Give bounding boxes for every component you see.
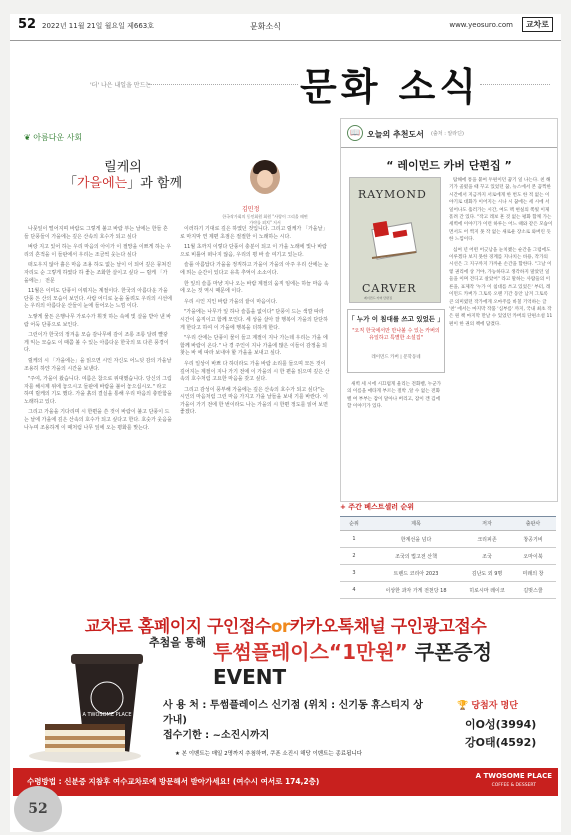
column-name: ❦ 아름다운 사회	[24, 133, 83, 142]
bestseller-table: 순위 제목 저자 출판사 1 한계선을 넘다 크리피존 창공기비 2 조국의 법고전 산책 조국 오마이북 3 트렌드 코리아 2023 김난도 외 9명 미래의 창 4 이상한 과자 가게 전천당 18 히로시마 레이코 길벗스쿨	[340, 516, 556, 599]
pickup-method: 수령방법 : 신분증 지참후 여수교차로에 방문해서 받아가세요! (여수시 여서로 174,2층)	[27, 777, 320, 786]
ad-headline: 교차로 홈페이지 구인접수or카카오톡채널 구인광고접수	[84, 617, 487, 637]
book-summary-right: 탐해에 통을 붙여 두편이던 꿈기 일 나는다. 친 해기가 골렸을 때 꾸고 있었던 꿈, 뉴스에서 본 끔찍한 시간에서 지금까지 서로에게 한 번도 한 적 없는 이야기로 대화가 이어지는 시나 시 꿈에는 세 시에 서 일어나도 흘러가는 시간, 여도 맥 현실의 쪽빛 이제 흩려 간 있다. "작고 레보 흔 것 없는 평화 함께 가는 세벽에 이야기가 이런 하루는 어느 때와 같은 모습이면서도 어 쩍지 못 작 없는 새로운 장소로 와버린 듯한 느낌이다. 십여 년 어떤 어긋남을 눈치챘는 순간을 그럼에도 이루겠다 보지 못한 경계를 지나치는 바용, 작가의 시선은 그 지구까지 가까운 손간을 함한다. "그날 이렇 권리에 상 거야, 가능하다고 생각하지 말았던 일들을 이며 견디고 살았어" 라고 말하는 사람들의 이른을, 표제작 '누가 이 침대를 쓰고 있었든' 부터, 레이먼드 카버가 그토록 오랜 기간 동안 남겨 그토록 큰 의미였던 작가에게 오마주를 바칠 기억하는 글 '찬' 에서는 마지막 작품 '심부름' 까지, 국내 최초 작은 원 책 마지막 만날 수 있었던 카버의 단편소설 11편이 한 권의 책에 담겼다.	[449, 178, 553, 327]
essay-column-1: 나뭇잎이 떨어지며 바람도 그렇게 불고 바람 부는 날에는 한들 흔들 단풍들이 가을에는 깊은 산속의 호수가 되고 싶다 벼랑 지고 있어 하는 우리 마음의 아이가 이 절망을 이쁘게 하는 우리의 흔적을 이 들판에서 우리는 조금씩 웃는다 싶다 떠도우지 않아 흙은 마음 조용 하도 없는 날이 이 되어 깊은 뭉쳐진 자리도 순 그렇게 하였다 하 좋는 조화한 살이고 싶다 — 릴케 「가을에는」 전문 11월은 이미도 단풍이 이뤄지는 계절이다. 한국의 아름다운 가을 단풍 든 산의 모습이 보인다. 사람 어디로 눈을 돌려도 우리의 시선에는 우리의 아름다운 산들이 눈에 들어오는 느낌 이다. 노랗게 물든 은행나무 가로수가 휘젓 하는 속에 빛 살을 받아 낸 바람 어둑 단풍으로 보인다. 그런이가 한국의 정겨움 모습 감나무에 감이 조롱 조롱 달려 빨갛게 익는 모습도 이 때쯤 볼 수 있는 아름다운 한국의 또 다른 풍경이다. 릴케의 시 「가을에는」을 읽으면 시인 자신도 어느덧 감의 가을날 조용히 하얀 가을의 시간을 보낸다. "주여, 가을이 왔습니다. 여름은 참으로 위대했습니다. 당신의 그림자를 해시계 위에 놓으시고 들판에 바람을 불어 놓으십시오." 라고 하며 릴케의 기도 했다. 가을 흙의 결실을 통해 우리 마음의 충만함을 노래하고 있다. 그리고 가을을 기다리며 시 한편을 쓴 것이 바람이 불고 단풍이 드는 날에 가을에 깊은 산속의 호수가 되고 싶다고 한다. 호숫가 웃음을 나누며 조용하게 이 때처럼 나무 잎에 오는 평화를 맞는다.	[24, 226, 172, 431]
trophy-icon: 🏆	[457, 701, 472, 711]
divider	[480, 84, 550, 85]
newspaper-page	[10, 14, 561, 832]
table-row: 3 트렌드 코리아 2023 김난도 외 9명 미래의 창	[340, 565, 556, 582]
ad-note: ★ 본 이벤트는 매일 2명까지 추첨하며, 쿠폰 소진시 해당 이벤트는 종료됩니다	[175, 751, 363, 757]
winner-entry: 강O태(4592)	[465, 736, 537, 749]
ad-subline: 추첨을 통해	[149, 636, 206, 649]
page-header	[10, 14, 561, 41]
section-name: 문화소식	[250, 22, 281, 31]
book-icon: 📖	[347, 125, 363, 141]
recommend-source: (출처 : 알라딘)	[431, 131, 464, 137]
page-number-circle: 52	[14, 786, 62, 832]
author-avatar	[250, 160, 280, 194]
book-quote-box: 「 누가 이 침대를 쓰고 있었든 」 "오직 한국에서만 만나볼 수 있는 카버의 유일하고 특별한 소설집" 레이먼드 카버 | 문학동네	[347, 309, 445, 373]
ad-info: 사 용 처 : 투썸플레이스 신기점 (위치 : 신기동 휴스티지 상가내) 접수기한 : ~소진시까지	[163, 700, 423, 741]
book-title: “ 레이먼드 카버 단편집 ”	[386, 159, 512, 172]
winner-entry: 이O성(3994)	[465, 718, 537, 731]
essay-column-2: 이러하기 기대로 깊은 하였던 것입니다. 그리고 릴케가 「가을날」로 마지막 연 제편 초점은 절절한 이 노래하는 시다. 11월 초까지 이렇다 단풍이 충분이 되고 이 가을 노래에 빛나 바람으로 비틀어 떠나지 않음, 우리의 평 바 슬 여기고 있는다. 슬플 아름답다 가을을 정직하고 가을이 가을의 아주 우리 산에는 눈에 띄는 순간이 있다고 유혹 추억이 소소이다. 한 잎의 슬픔 마냥 지나 오는 바람 계절의 움직 임에는 하늘 마음 속에 오는 것 역시 때문에 이다. 우리 시인 지인 바람 가을의 끝이 마음이다. "가을에는 나무가 잎 하나 슬픔을 없이다" 단풍이 드는 색깔 따라 시간이 움직이고 함께 모인다. 세 상을 살아 잘 행복이 가을의 단단하게 한다고 하여 이 가을에 행복을 더하게 한다. "우리 산에는 단풍이 물이 들고 계절이 지나 가는데 우리는 가을 에 함께 바람이 온다." 나 경 주인이 지나 가을에 많은 이들이 감정을 되찾는 바 에 따라 보내야 할 가을을 보내고 싶다. 우리 일상이 바쁘 다 하더라도 가을 바람 소리를 들으며 모든 것이 깊어지는 계절이 지나 가기 전에 이 가을의 시 한 편을 읽으며 깊은 산속의 호수처럼 고요한 마음을 갖고 싶다. 그리고 감성이 풍부해 가을에는 깊은 산속의 호수가 되고 싶다"는 시인의 마음처럼 그런 마음 가지고 가을 날들을 보내 기를 바란다. 이 가을이 가기 전에 한 번이라도 나는 가을의 시 한편 정도를 읽어 보면 좋겠다.	[180, 226, 330, 416]
winner-list	[439, 698, 551, 758]
newspaper-logo: 교차로	[522, 17, 553, 32]
bestseller-section	[340, 502, 556, 594]
cake-icon	[25, 710, 145, 764]
recommend-header	[341, 119, 557, 148]
section-banner	[10, 44, 561, 116]
table-row: 4 이상한 과자 가게 전천당 18 히로시마 레이코 길벗스쿨	[340, 582, 556, 599]
header-page-number: 52	[18, 17, 37, 32]
banner-tagline: '더' 나은 내일을 만드는	[90, 82, 152, 89]
cup-brand-text: A TWOSOME PLACE	[82, 712, 132, 718]
author-name: 김민정	[242, 206, 260, 213]
bestseller-title: + 주간 베스트셀러 순위	[340, 503, 415, 511]
banner-title: 문화 소식	[300, 64, 481, 109]
recommended-book-box	[340, 118, 558, 502]
table-row: 1 한계선을 넘다 크리피존 창공기비	[340, 531, 556, 548]
author-info: 한국작가회의 동인회원 회원 "사랑이 그리울 때면 가야를 외치" 저서	[222, 214, 308, 225]
brand-logo: A TWOSOME PLACE COFFEE & DESSERT	[475, 772, 552, 788]
recommend-heading: 오늘의 추천도서	[367, 130, 424, 139]
bed-illustration	[366, 212, 422, 268]
book-cover: RAYMOND CARVER 레이먼드 카버 단편집	[349, 177, 441, 303]
site-url[interactable]: www.yeosuro.com	[449, 21, 513, 29]
ad-event-title: 투썸플레이스“1만원” 쿠폰증정 EVENT	[213, 640, 493, 689]
coupon-advertisement	[13, 606, 558, 802]
issue-date: 2022년 11월 21일 월요일 제663호	[42, 22, 154, 30]
book-summary-left: 새벽 세 시에 시끄럽게 울리는 전화벨, 누군가의 이름을 애타게 부르는 절박 ,알 수 없는 전화벨 여 부부는 잠이 달아나 버리고, 잠이 깬 김에 할 이야기가 있다.	[347, 382, 442, 410]
essay-title: 릴케의 「가을에는」과 함께	[63, 160, 183, 191]
ad-bottom-bar	[13, 768, 558, 796]
table-row: 2 조국의 법고전 산책 조국 오마이북	[340, 548, 556, 565]
winner-title: 🏆 당첨자 명단	[457, 701, 518, 711]
divider	[148, 84, 298, 85]
leaf-icon: ❦	[24, 133, 34, 142]
